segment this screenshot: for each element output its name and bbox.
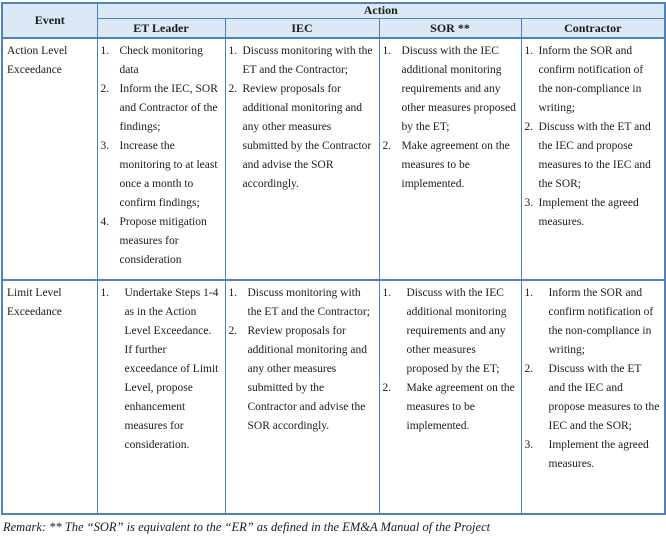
list-item-number: 4. [100,216,110,228]
list-item [101,42,221,80]
list-item [101,80,221,137]
list-item [525,118,661,194]
list-item-text: Review proposals for additional monitoring and any other measures submitted by the Contractor and advise the SOR accordingly. [242,83,372,190]
list-item [229,322,375,436]
list-item [229,80,375,194]
list-item [525,42,661,118]
list-item-number: 1. [228,287,238,299]
list-item [383,284,517,379]
list-item-number: 1. [524,287,534,299]
list-item [383,42,517,137]
cell-limit-level-contractor [521,280,665,514]
row-label-limit-level: Limit Level Exceedance [2,280,97,514]
list-item-text: Inform the SOR and confirm notification of the non-compliance in writing; [538,45,644,114]
cell-action-level-contractor [521,38,665,280]
list-item [229,42,375,80]
header-iec: IEC [225,18,379,38]
cell-action-level-sor [379,38,521,280]
remark-footnote: Remark: ** The “SOR” is equivalent to the “ER” as defined in the EM&A Manual of the Project [3,520,491,534]
list-item [525,194,661,232]
table-row-limit-level [2,280,665,514]
list-item-number: 1. [100,45,110,57]
list-item-number: 3. [524,439,534,451]
list-item [383,137,517,194]
list-item [101,137,221,213]
cell-limit-level-sor [379,280,521,514]
list-item-number: 2. [524,121,534,133]
cell-limit-level-iec [225,280,379,514]
exceedance-action-table [1,2,666,515]
list-item-number: 3. [524,197,534,209]
list-item-text: Discuss with the IEC additional monitoring requirements and any other measures proposed by the ET; [406,287,507,375]
list-item-text: Discuss with the ET and the IEC and propose measures to the IEC and the SOR; [548,363,660,432]
list-item-text: Discuss with the ET and the IEC and propose measures to the IEC and the SOR; [538,121,651,190]
header-sor: SOR ** [379,18,521,38]
list-item-text: Review proposals for additional monitoring and any other measures submitted by the Contractor and advise the SOR accordingly. [247,325,367,432]
cell-action-level-iec [225,38,379,280]
list-item-text: Discuss monitoring with the ET and the Contractor; [247,287,370,318]
list-item-text: Undertake Steps 1-4 as in the Action Level Exceedance. If further exceedance of Limit Level, propose enhancement measures for consideration. [124,287,219,451]
list-item-text: Discuss with the IEC additional monitoring requirements and any other measures proposed by the ET; [401,45,516,133]
list-item-number: 3. [100,140,110,152]
table-row-action-level [2,38,665,280]
list-item [383,379,517,436]
list-item-text: Discuss monitoring with the ET and the Contractor; [242,45,373,76]
list-item-number: 2. [228,325,238,337]
header-et-leader: ET Leader [97,18,225,38]
list-item-text: Propose mitigation measures for consideration [119,216,207,266]
list-item-text: Implement the agreed measures. [548,439,649,470]
list-item-number: 2. [100,83,110,95]
header-event: Event [2,3,97,38]
list-item [525,436,661,474]
cell-action-level-et-leader [97,38,225,280]
list-item [229,284,375,322]
list-item-text: Inform the IEC, SOR and Contractor of the findings; [119,83,218,133]
list-item [525,284,661,360]
cell-limit-level-et-leader [97,280,225,514]
list-item-number: 1. [100,287,110,299]
list-item-text: Increase the monitoring to at least once a month to confirm findings; [119,140,218,209]
list-item-number: 2. [382,382,392,394]
list-item-number: 1. [382,287,392,299]
list-item-number: 2. [524,363,534,375]
list-item-number: 1. [382,45,392,57]
list-item-text: Implement the agreed measures. [538,197,639,228]
header-action: Action [97,3,665,18]
list-item-number: 2. [228,83,238,95]
list-item [101,284,221,455]
list-item-text: Check monitoring data [119,45,203,76]
list-item-number: 1. [228,45,238,57]
list-item-text: Make agreement on the measures to be implemented. [401,140,510,190]
list-item-number: 2. [382,140,392,152]
header-row-parties [2,18,665,38]
list-item-text: Make agreement on the measures to be implemented. [406,382,515,432]
list-item-text: Inform the SOR and confirm notification of the non-compliance in writing; [548,287,654,356]
list-item [101,213,221,270]
row-label-action-level: Action Level Exceedance [2,38,97,280]
list-item [525,360,661,436]
header-row-action [2,3,665,18]
list-item-number: 1. [524,45,534,57]
header-contractor: Contractor [521,18,665,38]
